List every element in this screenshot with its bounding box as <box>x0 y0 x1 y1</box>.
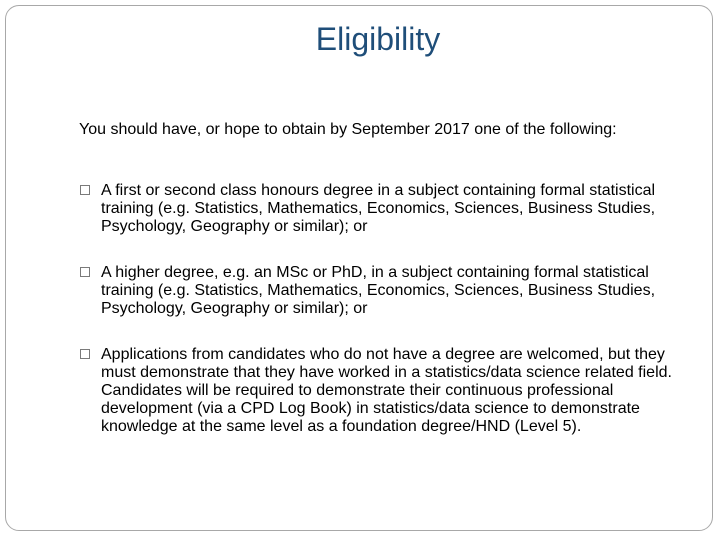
bullet-text: A higher degree, e.g. an MSc or PhD, in a subject containing formal statistical training (e.g. Statistics, Mathematics, Economics, Sciences, Business Studies, Psychology, Geography or similar); or <box>101 264 656 317</box>
bullet-text: A first or second class honours degree in a subject containing formal statistical training (e.g. Statistics, Mathematics, Economics, Sciences, Business Studies, Psychology, Geography or similar); or <box>101 182 656 235</box>
intro-text: You should have, or hope to obtain by September 2017 one of the following: <box>79 121 617 138</box>
bullet-text: Applications from candidates who do not have a degree are welcomed, but they must demonstrate that they have worked in a statistics/data science related field. Candidates will be required to demonstrate their continuous professional development (via a CPD Log Book) in statistics/data science to demonstrate knowledge at the same level as a foundation degree/HND (Level 5). <box>101 346 672 435</box>
bullet-item <box>80 346 680 436</box>
checkbox-bullet-icon <box>80 349 90 359</box>
checkbox-bullet-icon <box>80 267 90 277</box>
slide-title: Eligibility <box>315 21 441 57</box>
bullet-item <box>80 264 680 318</box>
bullet-item <box>80 182 680 236</box>
checkbox-bullet-icon <box>80 185 90 195</box>
